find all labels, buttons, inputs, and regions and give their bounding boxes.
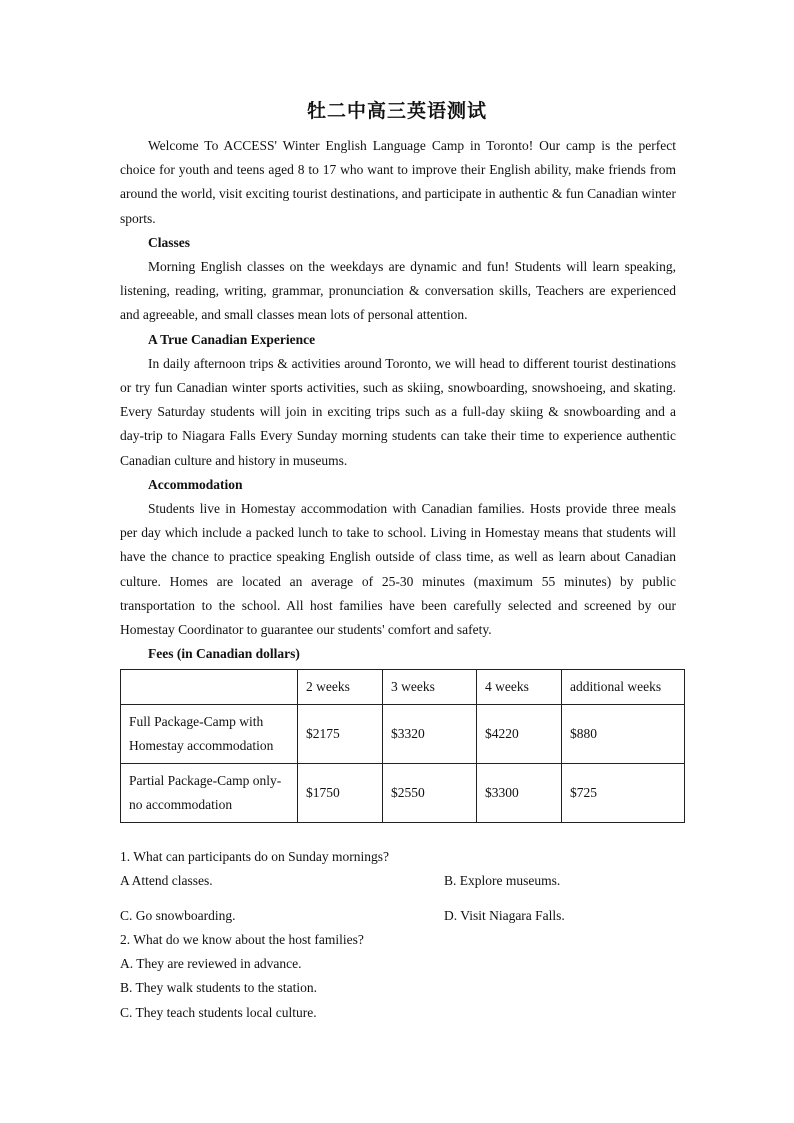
table-cell: $2175 bbox=[298, 705, 383, 764]
question-stem: 2. What do we know about the host families? bbox=[120, 931, 364, 947]
table-cell: Full Package-Camp with Homestay accommodation bbox=[121, 705, 298, 764]
answer-option: B. Explore museums. bbox=[444, 873, 561, 889]
table-row bbox=[121, 764, 685, 823]
table-header-cell: 4 weeks bbox=[477, 670, 562, 705]
section-text-experience: In daily afternoon trips & activities around Toronto, we will head to different tourist destinations or try fun Canadian winter sports activities, such as skiing, snowboarding, snowshoeing, and skating. Every Saturday students will join in exciting trips such as a full-day skiing & snowboarding and a day-trip to Niagara Falls Every Sunday morning students can take their time to experience authentic Canadian culture and history in museums. bbox=[120, 355, 676, 468]
table-cell: $880 bbox=[562, 705, 685, 764]
questions-block bbox=[120, 845, 720, 1025]
section-heading-experience: A True Canadian Experience bbox=[148, 331, 316, 347]
answer-option: A Attend classes. bbox=[120, 873, 213, 889]
section-heading-accommodation: Accommodation bbox=[148, 476, 243, 492]
option-row bbox=[120, 904, 720, 928]
table-header-cell: additional weeks bbox=[562, 670, 685, 705]
table-header-cell: 3 weeks bbox=[383, 670, 477, 705]
table-header-row bbox=[121, 670, 685, 705]
table-cell: $2550 bbox=[383, 764, 477, 823]
table-header-cell bbox=[121, 670, 298, 705]
answer-option: B. They walk students to the station. bbox=[120, 980, 317, 996]
answer-option: C. Go snowboarding. bbox=[120, 907, 236, 923]
table-cell: $1750 bbox=[298, 764, 383, 823]
question-stem: 1. What can participants do on Sunday mornings? bbox=[120, 849, 389, 864]
section-text-accommodation: Students live in Homestay accommodation with Canadian families. Hosts provide three meals per day which include a packed lunch to take to school. Living in Homestay means that students will have the chance to practice speaking English outside of class time, as well as learn about Canadian culture. Homes are located an average of 25-30 minutes (maximum 55 minutes) by public transportation to the school. All host families have been carefully selected and screened by our Homestay Coordinator to guarantee our students' comfort and safety. bbox=[120, 501, 676, 638]
section-heading-classes: Classes bbox=[148, 234, 191, 250]
table-row bbox=[121, 705, 685, 764]
table-cell: $4220 bbox=[477, 705, 562, 764]
table-cell: Partial Package-Camp only-no accommodation bbox=[121, 764, 298, 823]
passage bbox=[120, 134, 676, 666]
answer-option: A. They are reviewed in advance. bbox=[120, 956, 302, 972]
answer-option: C. They teach students local culture. bbox=[120, 1004, 317, 1020]
intro-paragraph: Welcome To ACCESS' Winter English Language Camp in Toronto! Our camp is the perfect choice for youth and teens aged 8 to 17 who want to improve their English ability, make friends from around the world, visit exciting tourist destinations, and participate in authentic & fun Canadian winter sports. bbox=[120, 138, 676, 226]
table-header-cell: 2 weeks bbox=[298, 670, 383, 705]
fees-table bbox=[120, 669, 685, 823]
option-row bbox=[120, 869, 720, 893]
table-cell: $3300 bbox=[477, 764, 562, 823]
answer-option: D. Visit Niagara Falls. bbox=[444, 907, 565, 923]
fees-heading: Fees (in Canadian dollars) bbox=[148, 646, 300, 662]
page-title: 牡二中高三英语测试 bbox=[306, 100, 487, 122]
section-text-classes: Morning English classes on the weekdays are dynamic and fun! Students will learn speaking, listening, reading, writing, grammar, pronunciation & conversation skills, Teachers are experienced and agreeable, and small classes mean lots of personal attention. bbox=[120, 259, 676, 323]
table-cell: $725 bbox=[562, 764, 685, 823]
table-cell: $3320 bbox=[383, 705, 477, 764]
